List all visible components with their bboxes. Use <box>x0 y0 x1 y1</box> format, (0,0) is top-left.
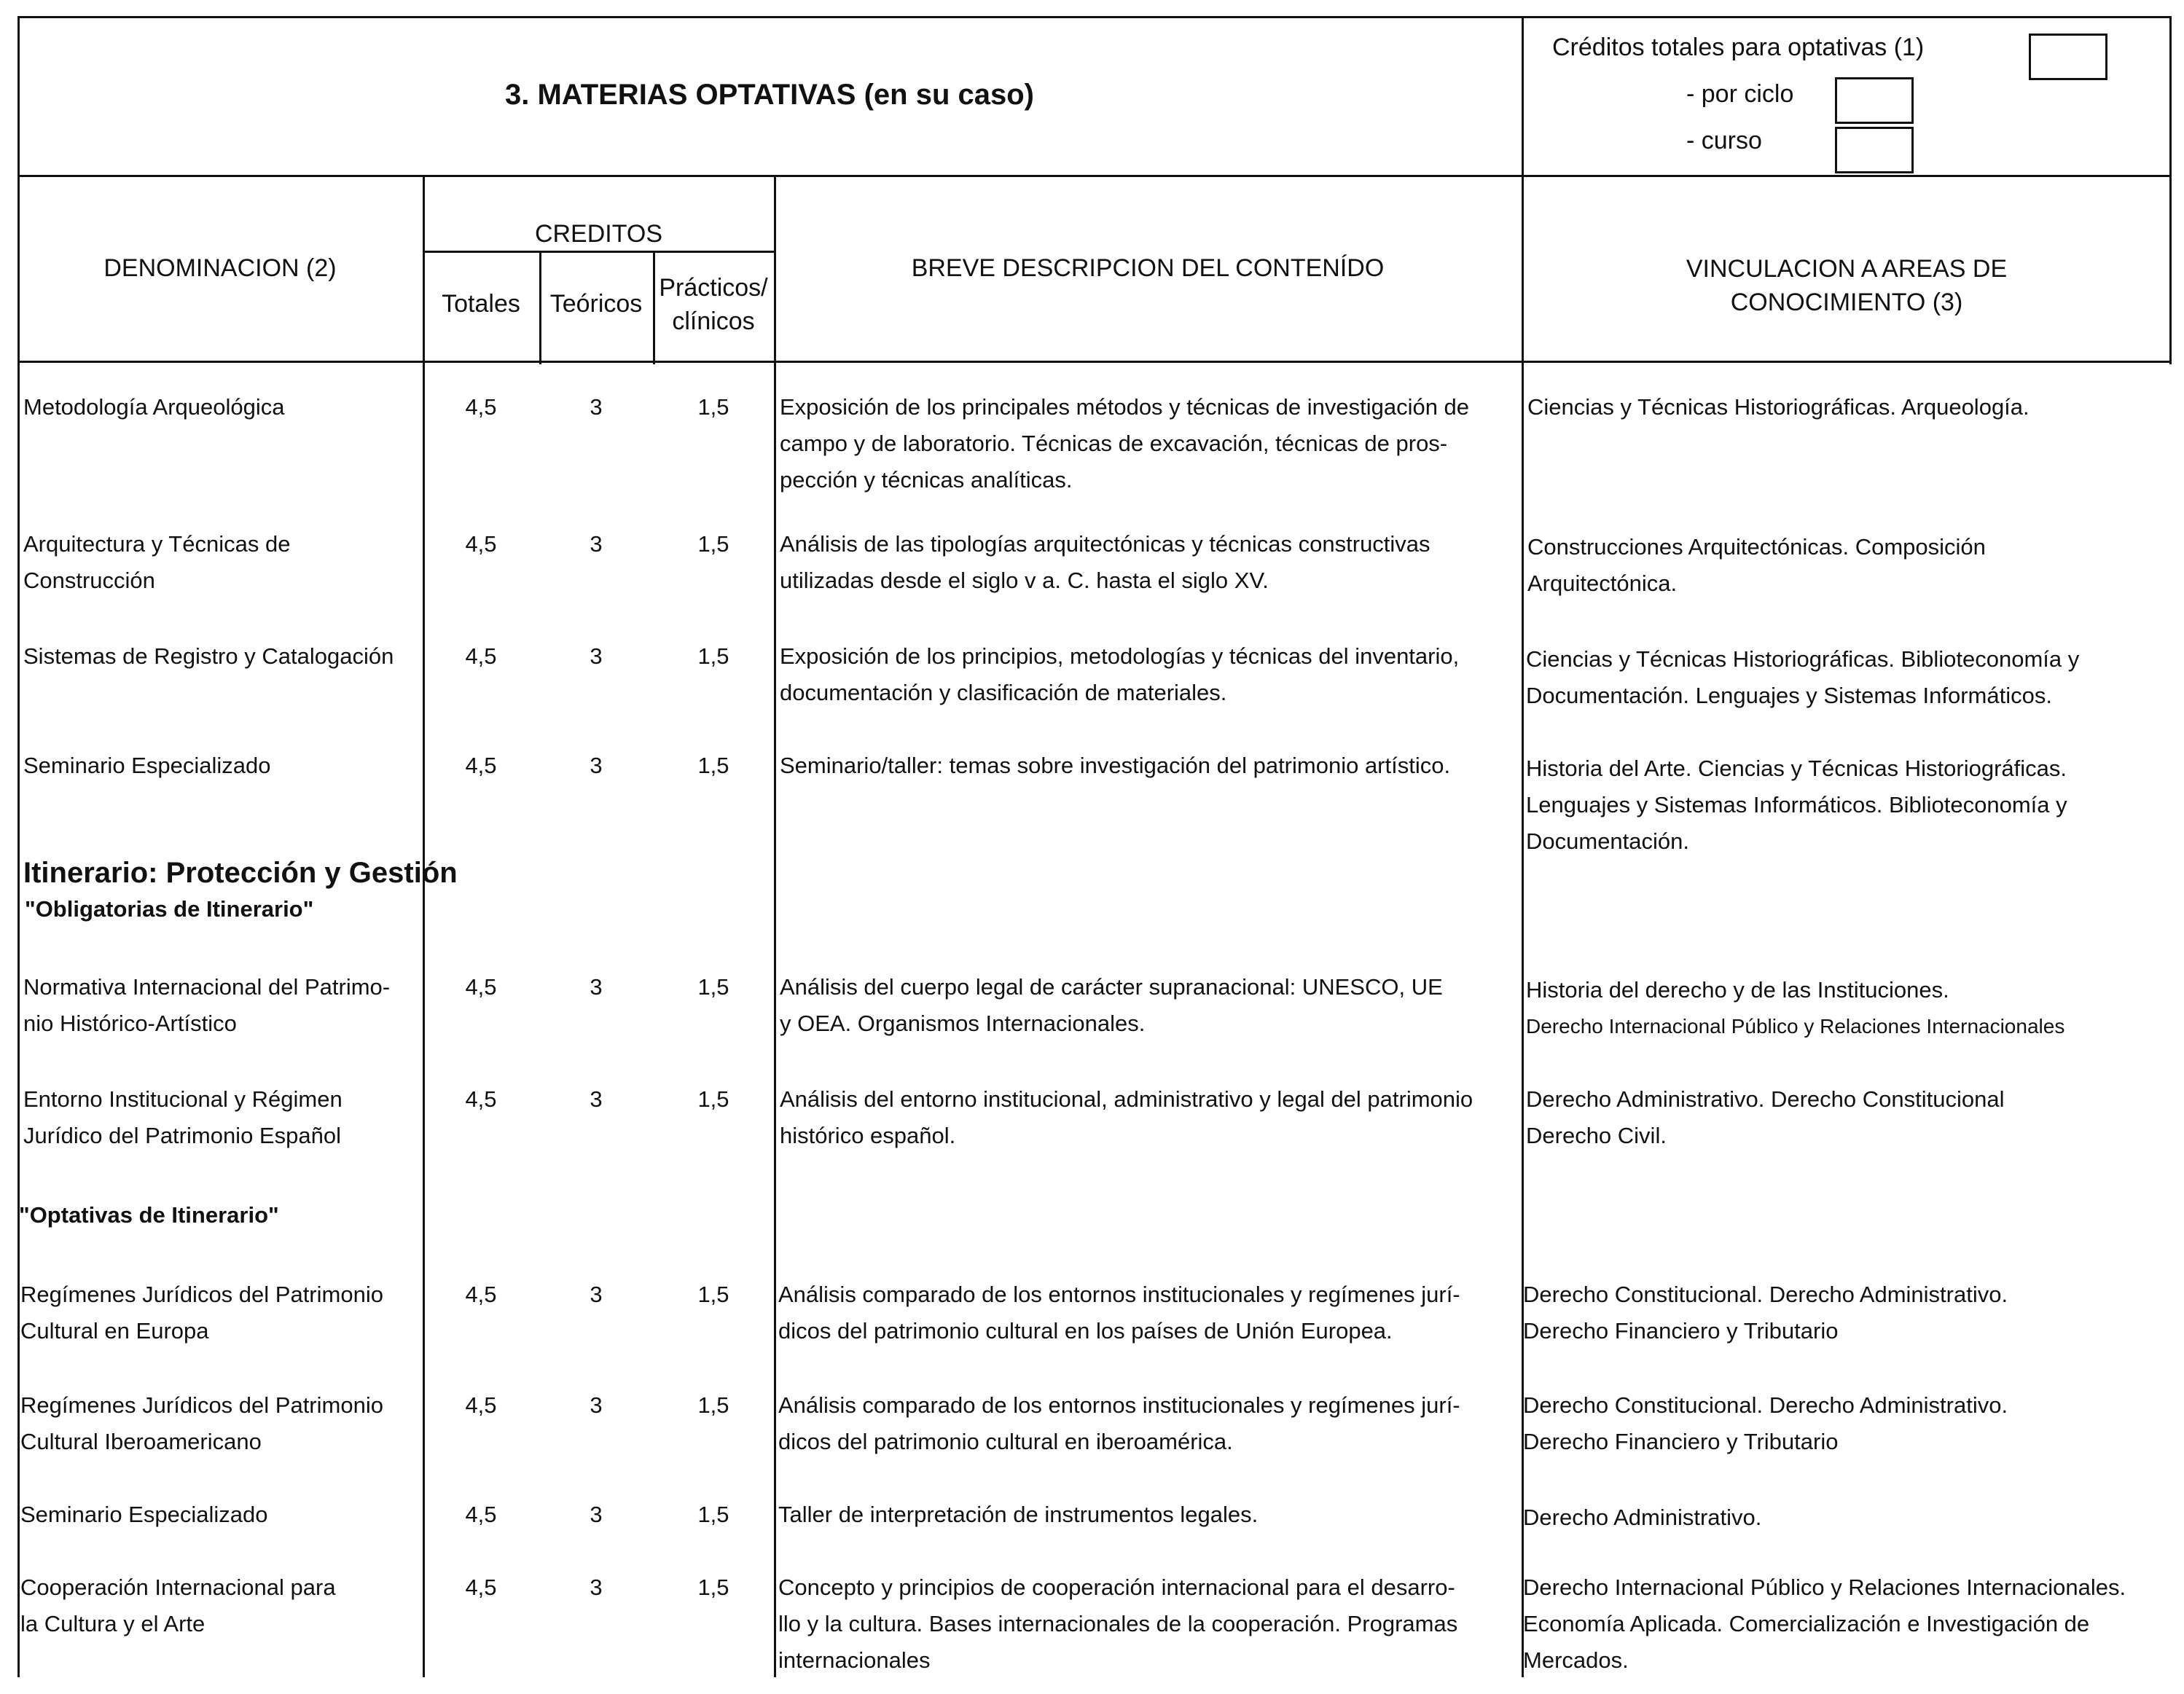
row-1-name-line-1: Arquitectura y Técnicas de <box>23 531 291 557</box>
row-4-desc-line-2: y OEA. Organismos Internacionales. <box>780 1011 1146 1036</box>
row-5-name-line-1: Entorno Institucional y Régimen <box>23 1086 343 1112</box>
row-9-desc-line-1: Concepto y principios de cooperación internacional para el desarro- <box>778 1575 1455 1600</box>
row-0-totales: 4,5 <box>465 394 497 420</box>
obligatorias-heading: "Obligatorias de Itinerario" <box>25 896 314 922</box>
row-3-areas <box>1526 750 2167 860</box>
row-8-name-line-1: Seminario Especializado <box>20 1502 268 1527</box>
col-divider-creditos <box>774 175 776 1677</box>
row-0-desc <box>780 389 1519 498</box>
col-divider-descripcion <box>1522 364 1524 1677</box>
creditos-totales-label: Créditos totales para optativas (1) <box>1552 34 1925 61</box>
row-6-desc-line-1: Análisis comparado de los entornos institucionales y regímenes jurí- <box>778 1282 1460 1307</box>
row-5-desc-line-1: Análisis del entorno institucional, administrativo y legal del patrimonio <box>780 1086 1473 1112</box>
row-9-desc <box>778 1569 1519 1679</box>
por-ciclo-box[interactable] <box>1835 77 1914 124</box>
row-9-desc-line-3: internacionales <box>778 1647 931 1673</box>
row-2-areas <box>1526 641 2167 714</box>
row-7-name-line-2: Cultural Iberoamericano <box>20 1429 262 1454</box>
row-6-desc <box>778 1277 1519 1349</box>
row-9-teoricos: 3 <box>590 1575 603 1600</box>
row-9-areas-line-2: Economía Aplicada. Comercialización e Investigación de <box>1523 1611 2090 1636</box>
row-5-name <box>23 1081 417 1154</box>
row-1-areas <box>1527 529 2169 602</box>
row-3-desc-line-1: Seminario/taller: temas sobre investigación del patrimonio artístico. <box>780 753 1451 778</box>
descripcion-header: BREVE DESCRIPCION DEL CONTENÍDO <box>911 254 1385 282</box>
row-7-desc-line-1: Análisis comparado de los entornos institucionales y regímenes jurí- <box>778 1392 1460 1418</box>
row-3-name-line-1: Seminario Especializado <box>23 753 271 778</box>
page-title: 3. MATERIAS OPTATIVAS (en su caso) <box>504 79 1034 111</box>
creditos-subheader-line <box>423 251 775 253</box>
row-8-totales: 4,5 <box>465 1502 497 1527</box>
row-6-teoricos: 3 <box>590 1282 603 1307</box>
row-6-name-line-1: Regímenes Jurídicos del Patrimonio <box>20 1282 383 1307</box>
row-9-name-line-1: Cooperación Internacional para <box>20 1575 336 1600</box>
row-2-areas-line-2: Documentación. Lenguajes y Sistemas Informáticos. <box>1526 683 2052 708</box>
denominacion-header: DENOMINACION (2) <box>103 254 337 282</box>
row-3-areas-line-3: Documentación. <box>1526 828 1690 854</box>
row-4-areas-line-2: Derecho Internacional Público y Relaciones Internacionales <box>1526 1015 2065 1038</box>
row-2-desc-line-1: Exposición de los principios, metodologías y técnicas del inventario, <box>780 643 1460 669</box>
row-8-areas-line-1: Derecho Administrativo. <box>1523 1505 1762 1530</box>
row-0-desc-line-1: Exposición de los principales métodos y técnicas de investigación de <box>780 394 1470 420</box>
curso-label: - curso <box>1686 127 1762 154</box>
row-4-areas-line-1: Historia del derecho y de las Instituciones. <box>1526 977 1949 1003</box>
por-ciclo-label: - por ciclo <box>1686 80 1794 108</box>
practicos-header-line1: Prácticos/ <box>659 274 768 302</box>
row-6-name <box>20 1277 417 1349</box>
row-0-name <box>23 389 417 426</box>
row-7-areas-line-1: Derecho Constitucional. Derecho Administrativo. <box>1523 1392 2008 1418</box>
row-7-desc <box>778 1387 1519 1460</box>
row-9-totales: 4,5 <box>465 1575 497 1600</box>
row-1-teoricos: 3 <box>590 531 603 557</box>
row-9-practicos: 1,5 <box>697 1575 729 1600</box>
row-4-desc-line-1: Análisis del cuerpo legal de carácter supranacional: UNESCO, UE <box>780 974 1443 1000</box>
row-2-areas-line-1: Ciencias y Técnicas Historiográficas. Biblioteconomía y <box>1526 646 2080 672</box>
totales-header: Totales <box>442 290 520 318</box>
row-2-name <box>23 638 417 675</box>
row-9-name <box>20 1569 417 1642</box>
row-3-desc <box>780 748 1519 784</box>
row-7-areas <box>1523 1387 2167 1460</box>
row-1-name-line-2: Construcción <box>23 568 155 593</box>
row-0-practicos: 1,5 <box>697 394 729 420</box>
row-6-practicos: 1,5 <box>697 1282 729 1307</box>
row-4-totales: 4,5 <box>465 974 497 1000</box>
row-7-areas-line-2: Derecho Financiero y Tributario <box>1523 1429 1839 1454</box>
header-top-border <box>17 16 2172 18</box>
row-8-desc-line-1: Taller de interpretación de instrumentos legales. <box>778 1502 1259 1527</box>
row-9-areas-line-1: Derecho Internacional Público y Relaciones Internacionales. <box>1523 1575 2126 1600</box>
row-2-teoricos: 3 <box>590 643 603 669</box>
row-1-areas-line-1: Construcciones Arquitectónicas. Composición <box>1527 534 1986 560</box>
row-3-name <box>23 748 417 784</box>
row-1-desc-line-1: Análisis de las tipologías arquitectónicas y técnicas constructivas <box>780 531 1430 557</box>
row-1-practicos: 1,5 <box>697 531 729 557</box>
row-3-practicos: 1,5 <box>697 753 729 778</box>
row-2-desc <box>780 638 1519 711</box>
row-3-totales: 4,5 <box>465 753 497 778</box>
row-1-desc <box>780 526 1519 599</box>
row-4-name-line-1: Normativa Internacional del Patrimo- <box>23 974 391 1000</box>
row-7-name-line-1: Regímenes Jurídicos del Patrimonio <box>20 1392 383 1418</box>
row-5-desc <box>780 1081 1519 1154</box>
row-6-areas <box>1523 1277 2167 1349</box>
row-6-totales: 4,5 <box>465 1282 497 1307</box>
row-5-teoricos: 3 <box>590 1086 603 1112</box>
column-header-bottom-border <box>17 361 2172 363</box>
row-7-teoricos: 3 <box>590 1392 603 1418</box>
row-5-name-line-2: Jurídico del Patrimonio Español <box>23 1123 341 1148</box>
row-4-areas <box>1526 972 2167 1045</box>
row-6-name-line-2: Cultural en Europa <box>20 1318 209 1344</box>
row-2-practicos: 1,5 <box>697 643 729 669</box>
row-8-name <box>20 1497 417 1533</box>
optativas-heading: "Optativas de Itinerario" <box>19 1202 279 1228</box>
header-bottom-border <box>17 175 2172 177</box>
row-0-desc-line-2: campo y de laboratorio. Técnicas de excavación, técnicas de pros- <box>780 431 1448 456</box>
row-2-totales: 4,5 <box>465 643 497 669</box>
row-6-areas-line-2: Derecho Financiero y Tributario <box>1523 1318 1839 1344</box>
row-1-name <box>23 526 417 599</box>
row-5-areas-line-1: Derecho Administrativo. Derecho Constitucional <box>1526 1086 2005 1112</box>
row-4-name-line-2: nio Histórico-Artístico <box>23 1011 237 1036</box>
vinculacion-header-line1: VINCULACION A AREAS DE <box>1686 255 2008 283</box>
row-1-areas-line-2: Arquitectónica. <box>1527 570 1678 596</box>
row-7-totales: 4,5 <box>465 1392 497 1418</box>
row-3-areas-line-2: Lenguajes y Sistemas Informáticos. Biblioteconomía y <box>1526 792 2067 817</box>
row-9-name-line-2: la Cultura y el Arte <box>20 1611 206 1636</box>
row-9-desc-line-2: llo y la cultura. Bases internacionales de la cooperación. Programas <box>778 1611 1458 1636</box>
row-4-practicos: 1,5 <box>697 974 729 1000</box>
row-2-desc-line-2: documentación y clasificación de materiales. <box>780 680 1227 705</box>
row-1-desc-line-2: utilizadas desde el siglo v a. C. hasta el siglo XV. <box>780 568 1269 593</box>
row-0-name-line-1: Metodología Arqueológica <box>23 394 285 420</box>
row-4-name <box>23 969 417 1042</box>
row-1-totales: 4,5 <box>465 531 497 557</box>
curso-box[interactable] <box>1835 127 1914 173</box>
row-5-practicos: 1,5 <box>697 1086 729 1112</box>
row-0-desc-line-3: pección y técnicas analíticas. <box>780 467 1073 493</box>
row-4-desc <box>780 969 1519 1042</box>
row-3-areas-line-1: Historia del Arte. Ciencias y Técnicas Historiográficas. <box>1526 756 2067 781</box>
row-7-name <box>20 1387 417 1460</box>
itinerario-heading: Itinerario: Protección y Gestión <box>23 857 458 889</box>
row-2-name-line-1: Sistemas de Registro y Catalogación <box>23 643 394 669</box>
teoricos-header: Teóricos <box>549 290 643 318</box>
row-8-areas <box>1523 1499 2167 1536</box>
creditos-totales-box[interactable] <box>2029 34 2107 80</box>
row-6-desc-line-2: dicos del patrimonio cultural en los países de Unión Europea. <box>778 1318 1393 1344</box>
vinculacion-header-line2: CONOCIMIENTO (3) <box>1730 289 1963 316</box>
practicos-header-line2: clínicos <box>672 307 755 335</box>
row-0-teoricos: 3 <box>590 394 603 420</box>
row-7-desc-line-2: dicos del patrimonio cultural en iberoamérica. <box>778 1429 1233 1454</box>
row-3-teoricos: 3 <box>590 753 603 778</box>
row-5-areas-line-2: Derecho Civil. <box>1526 1123 1667 1148</box>
row-9-areas <box>1523 1569 2179 1679</box>
row-8-teoricos: 3 <box>590 1502 603 1527</box>
creditos-header: CREDITOS <box>534 220 663 248</box>
row-0-areas <box>1527 389 2169 426</box>
row-5-areas <box>1526 1081 2167 1154</box>
row-8-practicos: 1,5 <box>697 1502 729 1527</box>
row-8-desc <box>778 1497 1519 1533</box>
row-9-areas-line-3: Mercados. <box>1523 1647 1629 1673</box>
row-5-desc-line-2: histórico español. <box>780 1123 956 1148</box>
row-6-areas-line-1: Derecho Constitucional. Derecho Administrativo. <box>1523 1282 2008 1307</box>
row-7-practicos: 1,5 <box>697 1392 729 1418</box>
row-4-teoricos: 3 <box>590 974 603 1000</box>
row-0-areas-line-1: Ciencias y Técnicas Historiográficas. Arqueología. <box>1527 394 2030 420</box>
row-5-totales: 4,5 <box>465 1086 497 1112</box>
